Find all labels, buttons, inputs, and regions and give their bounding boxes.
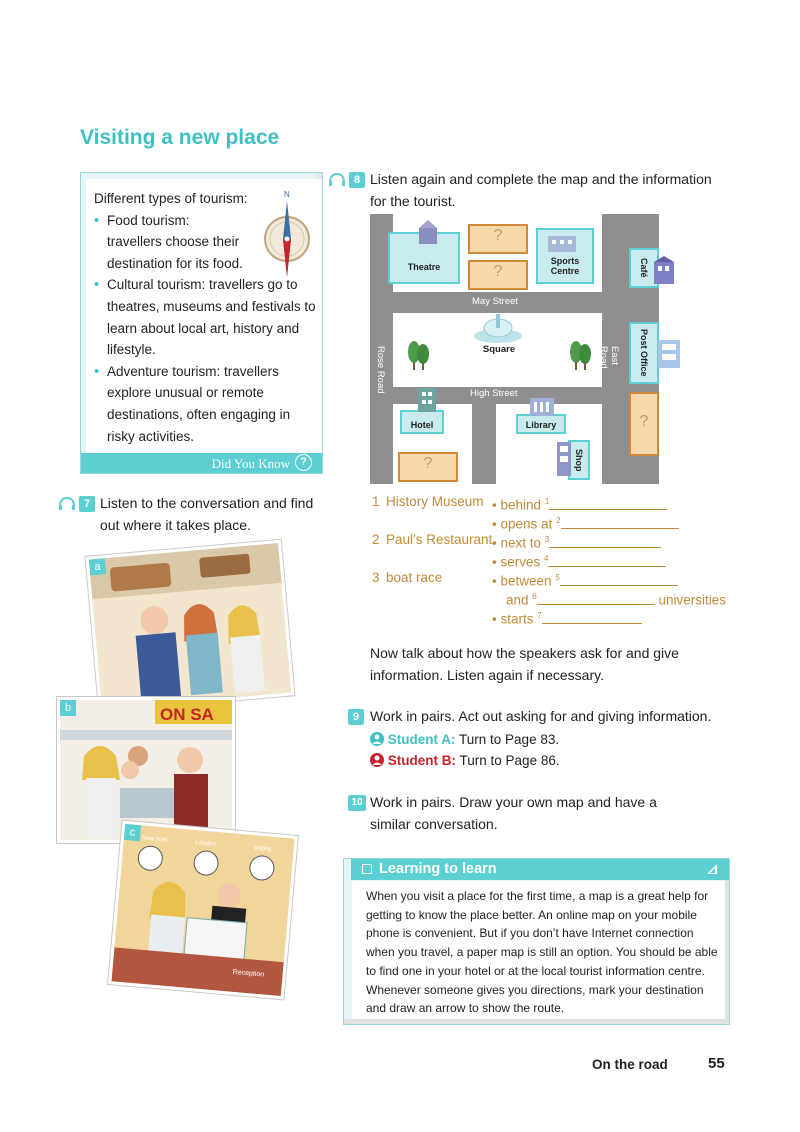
row-place: Paul’s Restaurant: [386, 532, 493, 547]
task-10-text: Work in pairs. Draw your own map and have a similar conversation.: [370, 794, 657, 832]
library-icon: [528, 394, 556, 416]
shop-scene-illustration: [60, 700, 232, 840]
building-post-office: Post Office: [629, 322, 659, 384]
did-you-know-label: Did You Know: [211, 456, 290, 471]
on-sale-sign: ON SA: [160, 705, 214, 724]
blank-7[interactable]: • starts $^7$: [492, 606, 642, 629]
building-unknown-1: ?: [468, 224, 528, 254]
task-number: 9: [348, 709, 364, 725]
talk-instruction: Now talk about how the speakers ask for and give information. Listen again if necessary.: [370, 645, 679, 683]
student-b-text: Turn to Page 86.: [459, 753, 560, 768]
headphones-icon: [58, 496, 76, 510]
student-b-line: [370, 750, 560, 772]
blank-2[interactable]: • opens at $^2$: [492, 511, 679, 534]
street-label-high: High Street: [470, 388, 518, 399]
building-theatre: Theatre: [388, 232, 460, 284]
task-7-text: Listen to the conversation and find out where it takes place.: [100, 495, 314, 533]
student-a-line: [370, 729, 559, 751]
building-cafe: Café: [629, 248, 659, 288]
learning-text: When you visit a place for the first time, a map is a great help for getting to know the place better. An online map on your mobile phone is convenient. But if you don’t have Internet connection when you travel, a paper map is still an option. You should be able to find one in your hotel or at the local tourist information centre. Whenever someone gives you directions, mark your destination and draw an arrow to show the route.: [366, 889, 718, 1016]
row-number: 1: [372, 494, 380, 509]
building-unknown-4: ?: [629, 392, 659, 456]
learning-to-learn-box: [343, 858, 730, 1025]
page-number: 55: [708, 1055, 725, 1072]
building-hotel: Hotel: [400, 410, 444, 434]
clock-label-beijing: Beijing: [253, 845, 272, 853]
compass-icon: [262, 187, 312, 279]
building-library: Library: [516, 414, 566, 434]
blank-6[interactable]: and $^6$ universities: [506, 592, 727, 608]
student-b-icon: [370, 753, 384, 767]
student-a-text: Turn to Page 83.: [459, 732, 560, 747]
building-sports-centre: Sports Centre: [536, 228, 594, 284]
hotel-reception-illustration: [111, 824, 294, 996]
row-place: boat race: [386, 570, 443, 585]
sports-centre-icon: [546, 232, 578, 252]
student-b-label: Student B:: [387, 753, 457, 768]
page-title: Visiting a new place: [80, 126, 280, 149]
street-label-rose: Rose Road: [375, 346, 386, 394]
task-number: 8: [349, 172, 365, 188]
learning-title: Learning to learn: [379, 861, 497, 877]
tree-icon: [568, 340, 592, 372]
exercise-row-3: [372, 568, 443, 587]
exercise-row-1: [372, 492, 484, 511]
tourism-item-cultural: • Cultural tourism: travellers go to theatres, museums and festivals to learn about local art, history and lifestyle.: [94, 274, 316, 360]
clock-label-london: London: [195, 840, 217, 848]
row-number: 2: [372, 532, 380, 547]
tourism-intro: Different types of tourism:: [94, 191, 248, 206]
did-you-know-bar: [81, 453, 322, 473]
street-label-east: East Road: [598, 346, 620, 369]
exercise-row-2: [372, 530, 493, 549]
question-icon: ?: [295, 454, 312, 471]
checkbox-icon: [362, 864, 372, 874]
task-number: 10: [348, 795, 366, 811]
did-you-know-box: [80, 172, 323, 474]
picture-tag-b: b: [60, 700, 76, 716]
task-9-text: Work in pairs. Act out asking for and giving information.: [370, 708, 712, 724]
blank-5[interactable]: • between $^5$: [492, 568, 678, 591]
blank-3[interactable]: • next to $^3$: [492, 530, 661, 553]
shop-icon: [556, 440, 572, 478]
blank-4[interactable]: • serves $^4$: [492, 549, 666, 572]
blank-1[interactable]: • behind $^1$: [492, 492, 667, 515]
section-name: On the road: [592, 1057, 668, 1072]
picture-b: [57, 697, 235, 843]
task-8-text: Listen again and complete the map and the information for the tourist.: [370, 171, 712, 209]
street-label-may: May Street: [472, 296, 518, 307]
hotel-icon: [416, 386, 438, 414]
picture-a: [86, 540, 295, 712]
post-office-icon: [654, 336, 684, 370]
tree-icon: [406, 340, 430, 372]
did-you-know-content: [86, 179, 322, 457]
student-a-label: Student A:: [387, 732, 456, 747]
learning-header: [351, 859, 729, 880]
student-a-icon: [370, 732, 384, 746]
tourism-item-food: • Food tourism: travellers choose their destination for its food.: [94, 210, 247, 275]
square-label: Square: [482, 344, 516, 355]
train-scene-illustration: [89, 543, 291, 709]
picture-c: [108, 821, 298, 1000]
svg-text:N: N: [284, 190, 290, 199]
cafe-icon: [652, 256, 678, 284]
picture-tag-a: a: [89, 558, 106, 575]
clock-label-new-york: New York: [141, 835, 168, 844]
theatre-icon: [416, 218, 440, 244]
picture-tag-c: c: [124, 824, 141, 841]
row-number: 3: [372, 570, 380, 585]
reception-sign: Reception: [232, 968, 265, 979]
building-shop: Shop: [568, 440, 590, 480]
building-unknown-2: ?: [468, 260, 528, 290]
row-place: History Museum: [386, 494, 484, 509]
building-unknown-3: ?: [398, 452, 458, 482]
task-number: 7: [79, 496, 95, 512]
tourism-item-adventure: • Adventure tourism: travellers explore unusual or remote destinations, often engaging in risky activities.: [94, 361, 297, 447]
headphones-icon: [328, 172, 346, 186]
street-map: [370, 214, 659, 484]
fountain-icon: [470, 310, 526, 346]
